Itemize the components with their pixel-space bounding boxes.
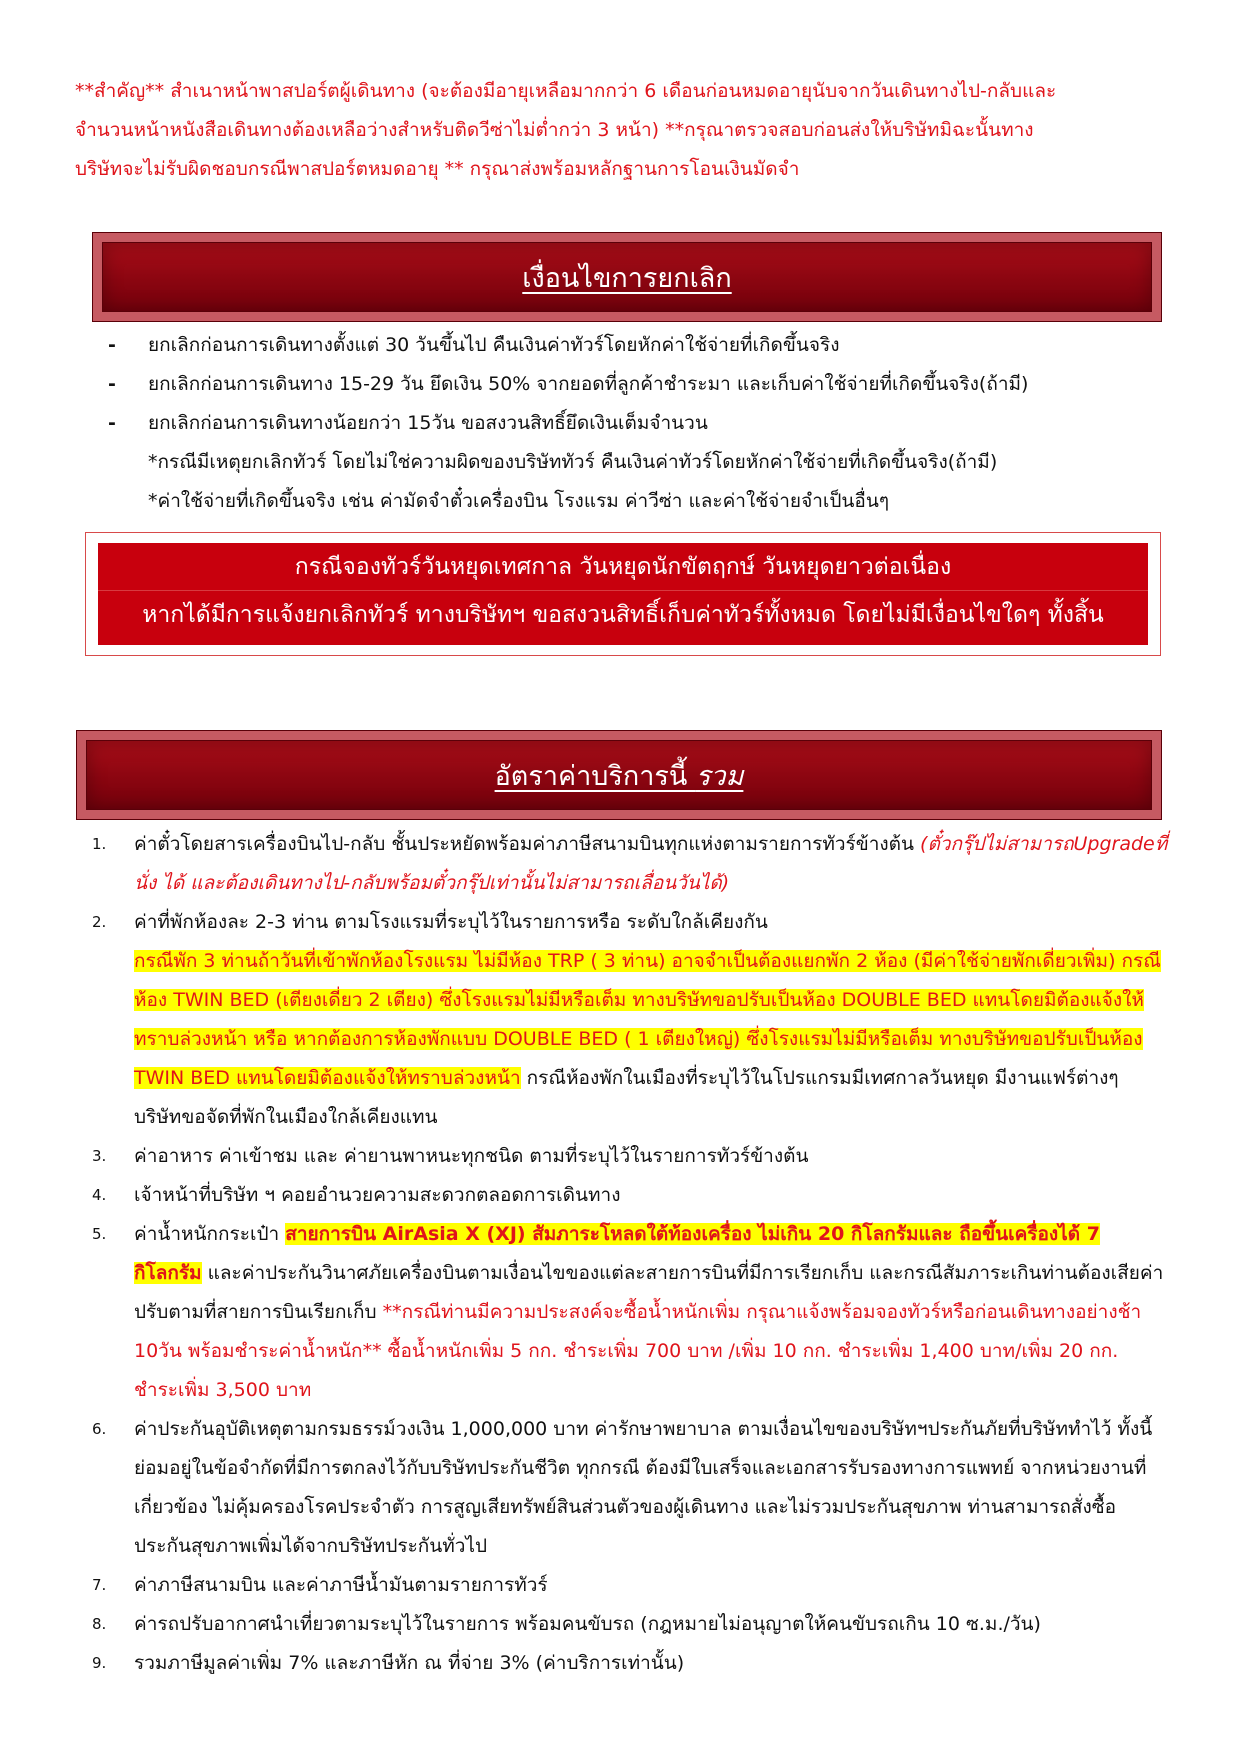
cancel-conditions-banner	[92, 232, 1162, 322]
passport-notice-line: **สำคัญ** สำเนาหน้าพาสปอร์ตผู้เดินทาง (จะต้องมีอายุเหลือมากกว่า 6 เดือนก่อนหมดอายุนับจากวันเดินทางไป-กลับและ	[75, 80, 1057, 102]
dash-bullet: -	[108, 411, 116, 434]
item-number: 4.	[92, 1186, 107, 1204]
passport-notice	[75, 72, 1180, 189]
list-item	[92, 1215, 1168, 1410]
cancel-conditions-list	[108, 325, 1188, 520]
rates-title-text: อัตราค่าบริการนี้	[494, 760, 696, 792]
item-text: ค่าตั๋วโดยสารเครื่องบินไป-กลับ ชั้นประหยัดพร้อมค่าภาษีสนามบินทุกแห่งตามรายการทัวร์ข้างต้น	[134, 833, 921, 855]
holiday-notice-line: กรณีจองทัวร์วันหยุดเทศกาล วันหยุดนักขัตฤกษ์ วันหยุดยาวต่อเนื่อง	[294, 553, 952, 580]
item-highlight-wrap	[134, 950, 1161, 1128]
list-item	[92, 1644, 1168, 1683]
passport-notice-line: บริษัทจะไม่รับผิดชอบกรณีพาสปอร์ตหมดอายุ ** กรุณาส่งพร้อมหลักฐานการโอนเงินมัดจำ	[75, 158, 800, 180]
passport-notice-line: จำนวนหน้าหนังสือเดินทางต้องเหลือว่างสำหรับติดวีซ่าไม่ต่ำกว่า 3 หน้า) **กรุณาตรวจสอบก่อนส่งให้บริษัทมิฉะนั้นทาง	[75, 119, 1034, 141]
list-note	[108, 442, 1188, 481]
list-item	[92, 1176, 1168, 1215]
list-item	[92, 825, 1168, 903]
rates-included-title	[495, 754, 744, 797]
item-text: ค่าประกันอุบัติเหตุตามกรมธรรม์วงเงิน 1,000,000 บาท ค่ารักษาพยาบาล ตามเงื่อนไขของบริษัทฯประกันภัยที่บริษัททำไว้ ทั้งนี้ย่อมอยู่ในข้อจำกัดที่มีการตกลงไว้กับบริษัทประกันชีวิต ทุกกรณี ต้องมีใบเสร็จและเอกสารรับรองทางการแพทย์ จากหน่วยงานที่เกี่ยวข้อง ไม่คุ้มครองโรคประจำตัว การสูญเสียทรัพย์สินส่วนตัวของผู้เดินทาง และไม่รวมประกันสุขภาพ ท่านสามารถสั่งซื้อประกันสุขภาพเพิ่มได้จากบริษัทประกันทั่วไป	[134, 1418, 1153, 1557]
list-item-text: ยกเลิกก่อนการเดินทางตั้งแต่ 30 วันขึ้นไป คืนเงินค่าทัวร์โดยหักค่าใช้จ่ายที่เกิดขึ้นจริง	[148, 333, 840, 356]
list-item	[108, 364, 1188, 403]
item-tail: และค่าประกันวินาศภัยเครื่องบินตามเงื่อนไขของแต่ละสายการบินที่มีการเรียกเก็บ และกรณีสัมภาระเกินท่านต้องเสียค่าปรับตามที่สายการบินเรียกเก็บ	[134, 1262, 1164, 1323]
item-number: 3.	[92, 1147, 107, 1165]
holiday-notice-box	[85, 532, 1161, 656]
item-number: 1.	[92, 835, 107, 853]
list-item	[92, 903, 1168, 1137]
item-text: ค่ารถปรับอากาศนำเที่ยวตามระบุไว้ในรายการ พร้อมคนขับรถ (กฎหมายไม่อนุญาตให้คนขับรถเกิน 10 ซ.ม./วัน)	[134, 1613, 1041, 1635]
dash-bullet: -	[108, 372, 116, 395]
rates-included-banner	[76, 730, 1162, 820]
item-number: 9.	[92, 1654, 107, 1672]
item-red-note: (ตั๋วกรุ๊ปไม่สามารถUpgradeที่นั่ง ได้ และต้องเดินทางไป-กลับพร้อมตั๋วกรุ๊ปเท่านั้นไม่สามารถเลื่อนวันได้)	[134, 833, 1168, 894]
list-item-text: ยกเลิกก่อนการเดินทาง 15-29 วัน ยึดเงิน 50% จากยอดที่ลูกค้าชำระมา และเก็บค่าใช้จ่ายที่เกิดขึ้นจริง(ถ้ามี)	[148, 372, 1029, 395]
item-text: ค่าภาษีสนามบิน และค่าภาษีน้ำมันตามรายการทัวร์	[134, 1574, 548, 1596]
item-red-note: **กรณีท่านมีความประสงค์จะซื้อน้ำหนักเพิ่ม กรุณาแจ้งพร้อมจองทัวร์หรือก่อนเดินทางอย่างช้า 10วัน พร้อมชำระค่าน้ำหนัก** ซื้อน้ำหนักเพิ่ม 5 กก. ชำระเพิ่ม 700 บาท /เพิ่ม 10 กก. ชำระเพิ่ม 1,400 บาท/เพิ่ม 20 กก. ชำระเพิ่ม 3,500 บาท	[134, 1301, 1142, 1401]
dash-bullet: -	[108, 333, 116, 356]
item-highlight: สายการบิน AirAsia X (XJ) สัมภาระโหลดใต้ท้องเครื่อง ไม่เกิน 20 กิโลกรัมและ ถือขึ้นเครื่องได้ 7 กิโลกรัม	[134, 1223, 1100, 1284]
item-text: ค่าอาหาร ค่าเข้าชม และ ค่ายานพาหนะทุกชนิด ตามที่ระบุไว้ในรายการทัวร์ข้างต้น	[134, 1145, 809, 1167]
holiday-notice-line: หากได้มีการแจ้งยกเลิกทัวร์ ทางบริษัทฯ ขอสงวนสิทธิ์เก็บค่าทัวร์ทั้งหมด โดยไม่มีเงื่อนไขใดๆ ทั้งสิ้น	[98, 590, 1148, 638]
list-item	[92, 1137, 1168, 1176]
item-text: เจ้าหน้าที่บริษัท ฯ คอยอำนวยความสะดวกตลอดการเดินทาง	[134, 1184, 621, 1206]
list-item	[108, 403, 1188, 442]
holiday-notice-panel	[98, 543, 1148, 645]
item-number: 7.	[92, 1576, 107, 1594]
list-item	[92, 1605, 1168, 1644]
list-item	[92, 1410, 1168, 1566]
item-number: 2.	[92, 913, 107, 931]
list-item-text: ยกเลิกก่อนการเดินทางน้อยกว่า 15วัน ขอสงวนสิทธิ์ยึดเงินเต็มจำนวน	[148, 411, 708, 434]
item-body	[134, 825, 1168, 903]
item-highlight: กรณีพัก 3 ท่านถ้าวันที่เข้าพักห้องโรงแรม ไม่มีห้อง TRP ( 3 ท่าน) อาจจำเป็นต้องแยกพัก 2 ห้อง (มีค่าใช้จ่ายพักเดี่ยวเพิ่ม) กรณีห้อง TWIN BED (เตียงเดี่ยว 2 เตียง) ซึ่งโรงแรมไม่มีหรือเต็ม ทางบริษัทขอปรับเป็นห้อง DOUBLE BED แทนโดยมิต้องแจ้งให้ทราบล่วงหน้า หรือ หากต้องการห้องพักแบบ DOUBLE BED ( 1 เตียงใหญ่) ซึ่งโรงแรมไม่มีหรือเต็ม ทางบริษัทขอปรับเป็นห้อง TWIN BED แทนโดยมิต้องแจ้งให้ทราบล่วงหน้า	[134, 950, 1161, 1089]
item-number: 8.	[92, 1615, 107, 1633]
item-tail: กรณีห้องพักในเมืองที่ระบุไว้ในโปรแกรมมีเทศกาลวันหยุด มีงานแฟร์ต่างๆ บริษัทขอจัดที่พักในเมืองใกล้เคียงแทน	[134, 1067, 1119, 1128]
note-text: *กรณีมีเหตุยกเลิกทัวร์ โดยไม่ใช่ความผิดของบริษัททัวร์ คืนเงินค่าทัวร์โดยหักค่าใช้จ่ายที่เกิดขึ้นจริง(ถ้ามี)	[148, 450, 998, 473]
note-text: *ค่าใช้จ่ายที่เกิดขึ้นจริง เช่น ค่ามัดจำตั๋วเครื่องบิน โรงแรม ค่าวีซ่า และค่าใช้จ่ายจำเป็นอื่นๆ	[148, 489, 890, 512]
item-number: 6.	[92, 1420, 107, 1438]
item-text: รวมภาษีมูลค่าเพิ่ม 7% และภาษีหัก ณ ที่จ่าย 3% (ค่าบริการเท่านั้น)	[134, 1652, 685, 1674]
cancel-conditions-title: เงื่อนไขการยกเลิก	[522, 262, 732, 294]
rates-title-suffix: รวม	[695, 760, 744, 792]
list-item	[92, 1566, 1168, 1605]
list-note	[108, 481, 1188, 520]
item-body	[134, 903, 1168, 1137]
item-text: ค่าที่พักห้องละ 2-3 ท่าน ตามโรงแรมที่ระบุไว้ในรายการหรือ ระดับใกล้เคียงกัน	[134, 911, 768, 933]
item-number: 5.	[92, 1225, 107, 1243]
rates-included-list	[92, 825, 1168, 1683]
list-item	[108, 325, 1188, 364]
item-body	[134, 1215, 1168, 1410]
item-text: ค่าน้ำหนักกระเป๋า	[134, 1223, 286, 1245]
